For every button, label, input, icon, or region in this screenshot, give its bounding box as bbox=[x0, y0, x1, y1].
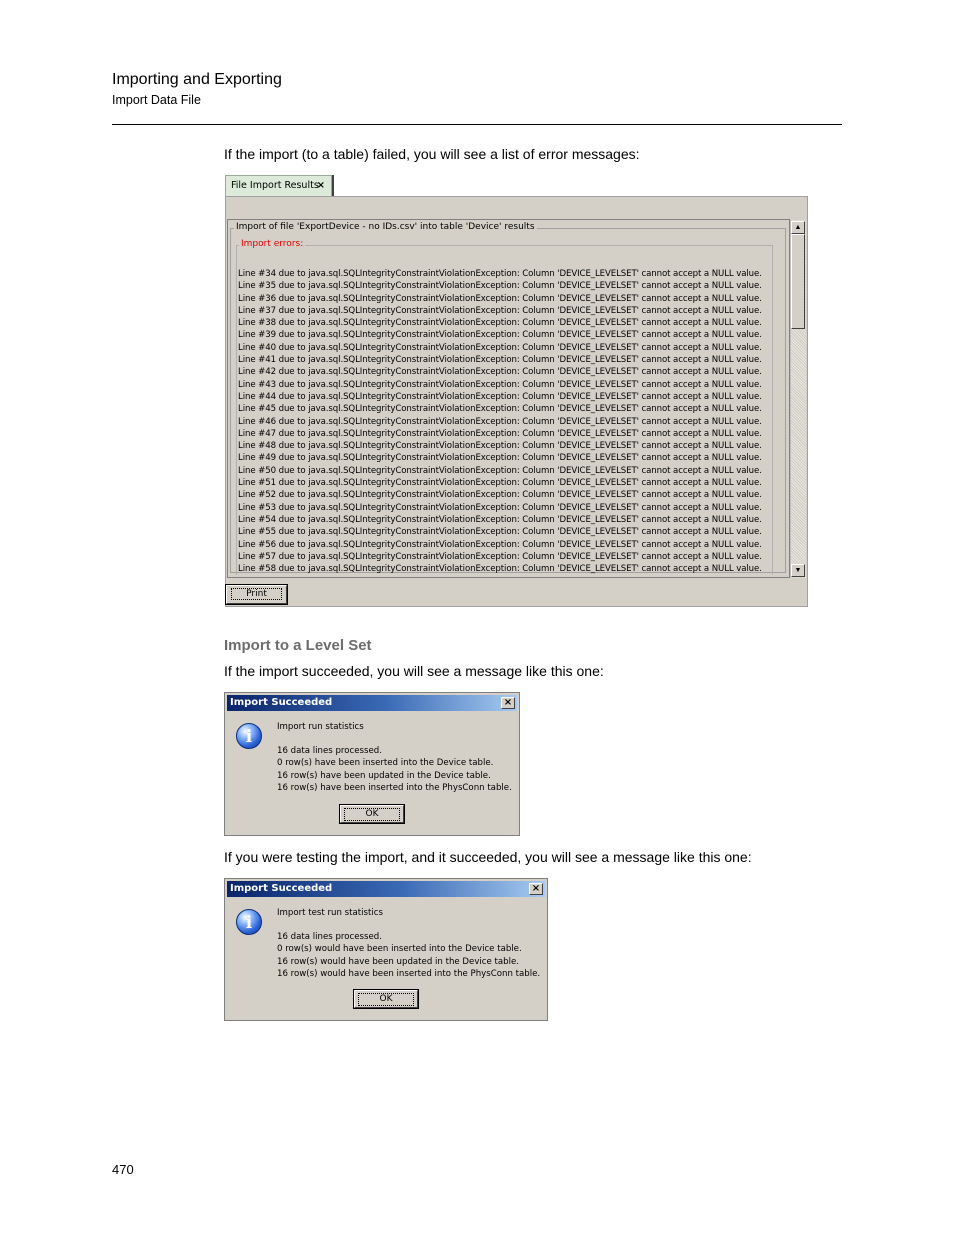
error-list bbox=[238, 268, 762, 575]
dialog-title-bar bbox=[227, 881, 545, 897]
close-icon[interactable]: × bbox=[316, 180, 325, 191]
dialog-line: 16 data lines processed. bbox=[277, 932, 382, 942]
error-line: Line #58 due to java.sql.SQLIntegrityConstraintViolationException: Column 'DEVICE_LEVELSET' cannot accept a NULL value. bbox=[238, 564, 762, 575]
dialog-line: 0 row(s) would have been inserted into the Device table. bbox=[277, 944, 522, 954]
error-line: Line #37 due to java.sql.SQLIntegrityConstraintViolationException: Column 'DEVICE_LEVELSET' cannot accept a NULL value. bbox=[238, 305, 762, 316]
error-line: Line #43 due to java.sql.SQLIntegrityConstraintViolationException: Column 'DEVICE_LEVELSET' cannot accept a NULL value. bbox=[238, 379, 762, 390]
dialog-heading: Import run statistics bbox=[277, 722, 364, 732]
failed-intro-paragraph: If the import (to a table) failed, you will see a list of error messages: bbox=[224, 146, 640, 162]
dialog-line: 16 row(s) would have been inserted into the PhysConn table. bbox=[277, 969, 541, 979]
level-set-heading: Import to a Level Set bbox=[224, 637, 372, 654]
info-icon: i bbox=[236, 723, 262, 749]
dialog-line: 16 row(s) have been inserted into the PhysConn table. bbox=[277, 783, 512, 793]
ok-button-label: OK bbox=[358, 993, 414, 1006]
dialog-line: 16 row(s) have been updated in the Device table. bbox=[277, 771, 491, 781]
error-line: Line #50 due to java.sql.SQLIntegrityConstraintViolationException: Column 'DEVICE_LEVELSET' cannot accept a NULL value. bbox=[238, 465, 762, 476]
dialog-line: 0 row(s) have been inserted into the Device table. bbox=[277, 758, 494, 768]
scrollbar-thumb[interactable] bbox=[791, 234, 805, 329]
error-line: Line #51 due to java.sql.SQLIntegrityConstraintViolationException: Column 'DEVICE_LEVELSET' cannot accept a NULL value. bbox=[238, 478, 762, 489]
error-line: Line #46 due to java.sql.SQLIntegrityConstraintViolationException: Column 'DEVICE_LEVELSET' cannot accept a NULL value. bbox=[238, 416, 762, 427]
dialog-title-bar bbox=[227, 695, 517, 711]
tab-label: File Import Results bbox=[231, 180, 319, 191]
error-line: Line #57 due to java.sql.SQLIntegrityConstraintViolationException: Column 'DEVICE_LEVELSET' cannot accept a NULL value. bbox=[238, 551, 762, 562]
close-icon[interactable]: × bbox=[529, 883, 543, 895]
ok-button[interactable] bbox=[354, 990, 418, 1008]
ok-button-label: OK bbox=[344, 808, 400, 821]
results-title: Import of file 'ExportDevice - no IDs.csv' into table 'Device' results bbox=[236, 222, 535, 232]
error-line: Line #56 due to java.sql.SQLIntegrityConstraintViolationException: Column 'DEVICE_LEVELSET' cannot accept a NULL value. bbox=[238, 539, 762, 550]
print-button-label: Print bbox=[231, 588, 282, 600]
error-line: Line #47 due to java.sql.SQLIntegrityConstraintViolationException: Column 'DEVICE_LEVELSET' cannot accept a NULL value. bbox=[238, 428, 762, 439]
testing-intro-paragraph: If you were testing the import, and it succeeded, you will see a message like this one: bbox=[224, 849, 752, 865]
error-line: Line #53 due to java.sql.SQLIntegrityConstraintViolationException: Column 'DEVICE_LEVELSET' cannot accept a NULL value. bbox=[238, 502, 762, 513]
succeeded-intro-paragraph: If the import succeeded, you will see a message like this one: bbox=[224, 663, 604, 679]
error-line: Line #42 due to java.sql.SQLIntegrityConstraintViolationException: Column 'DEVICE_LEVELSET' cannot accept a NULL value. bbox=[238, 367, 762, 378]
chapter-title: Importing and Exporting bbox=[112, 71, 282, 88]
section-title: Import Data File bbox=[112, 93, 201, 107]
error-line: Line #41 due to java.sql.SQLIntegrityConstraintViolationException: Column 'DEVICE_LEVELSET' cannot accept a NULL value. bbox=[238, 355, 762, 366]
dialog-line: 16 row(s) would have been updated in the Device table. bbox=[277, 957, 520, 967]
dialog-title: Import Succeeded bbox=[230, 697, 333, 708]
error-line: Line #36 due to java.sql.SQLIntegrityConstraintViolationException: Column 'DEVICE_LEVELSET' cannot accept a NULL value. bbox=[238, 293, 762, 304]
error-line: Line #44 due to java.sql.SQLIntegrityConstraintViolationException: Column 'DEVICE_LEVELSET' cannot accept a NULL value. bbox=[238, 391, 762, 402]
error-line: Line #35 due to java.sql.SQLIntegrityConstraintViolationException: Column 'DEVICE_LEVELSET' cannot accept a NULL value. bbox=[238, 281, 762, 292]
error-line: Line #49 due to java.sql.SQLIntegrityConstraintViolationException: Column 'DEVICE_LEVELSET' cannot accept a NULL value. bbox=[238, 453, 762, 464]
dialog-title: Import Succeeded bbox=[230, 883, 333, 894]
error-line: Line #45 due to java.sql.SQLIntegrityConstraintViolationException: Column 'DEVICE_LEVELSET' cannot accept a NULL value. bbox=[238, 404, 762, 415]
close-icon[interactable]: × bbox=[501, 697, 515, 709]
import-test-succeeded-dialog bbox=[224, 878, 548, 1021]
error-line: Line #48 due to java.sql.SQLIntegrityConstraintViolationException: Column 'DEVICE_LEVELSET' cannot accept a NULL value. bbox=[238, 441, 762, 452]
error-line: Line #55 due to java.sql.SQLIntegrityConstraintViolationException: Column 'DEVICE_LEVELSET' cannot accept a NULL value. bbox=[238, 527, 762, 538]
page-number: 470 bbox=[112, 1162, 134, 1177]
print-button[interactable] bbox=[226, 585, 287, 604]
info-icon: i bbox=[236, 909, 262, 935]
dialog-line: 16 data lines processed. bbox=[277, 746, 382, 756]
import-succeeded-dialog bbox=[224, 692, 520, 836]
scroll-down-arrow-icon[interactable]: ▼ bbox=[791, 564, 805, 577]
error-line: Line #34 due to java.sql.SQLIntegrityConstraintViolationException: Column 'DEVICE_LEVELSET' cannot accept a NULL value. bbox=[238, 269, 762, 279]
ok-button[interactable] bbox=[340, 805, 404, 823]
error-line: Line #40 due to java.sql.SQLIntegrityConstraintViolationException: Column 'DEVICE_LEVELSET' cannot accept a NULL value. bbox=[238, 342, 762, 353]
error-line: Line #38 due to java.sql.SQLIntegrityConstraintViolationException: Column 'DEVICE_LEVELSET' cannot accept a NULL value. bbox=[238, 318, 762, 329]
header-rule bbox=[112, 124, 842, 125]
dialog-heading: Import test run statistics bbox=[277, 908, 383, 918]
tab-file-import-results[interactable] bbox=[225, 175, 332, 196]
error-line: Line #39 due to java.sql.SQLIntegrityConstraintViolationException: Column 'DEVICE_LEVELSET' cannot accept a NULL value. bbox=[238, 330, 762, 341]
error-line: Line #52 due to java.sql.SQLIntegrityConstraintViolationException: Column 'DEVICE_LEVELSET' cannot accept a NULL value. bbox=[238, 490, 762, 501]
tab-divider bbox=[332, 175, 334, 196]
error-line: Line #54 due to java.sql.SQLIntegrityConstraintViolationException: Column 'DEVICE_LEVELSET' cannot accept a NULL value. bbox=[238, 514, 762, 525]
errors-label: Import errors: bbox=[241, 239, 304, 249]
scroll-up-arrow-icon[interactable]: ▲ bbox=[791, 221, 805, 234]
